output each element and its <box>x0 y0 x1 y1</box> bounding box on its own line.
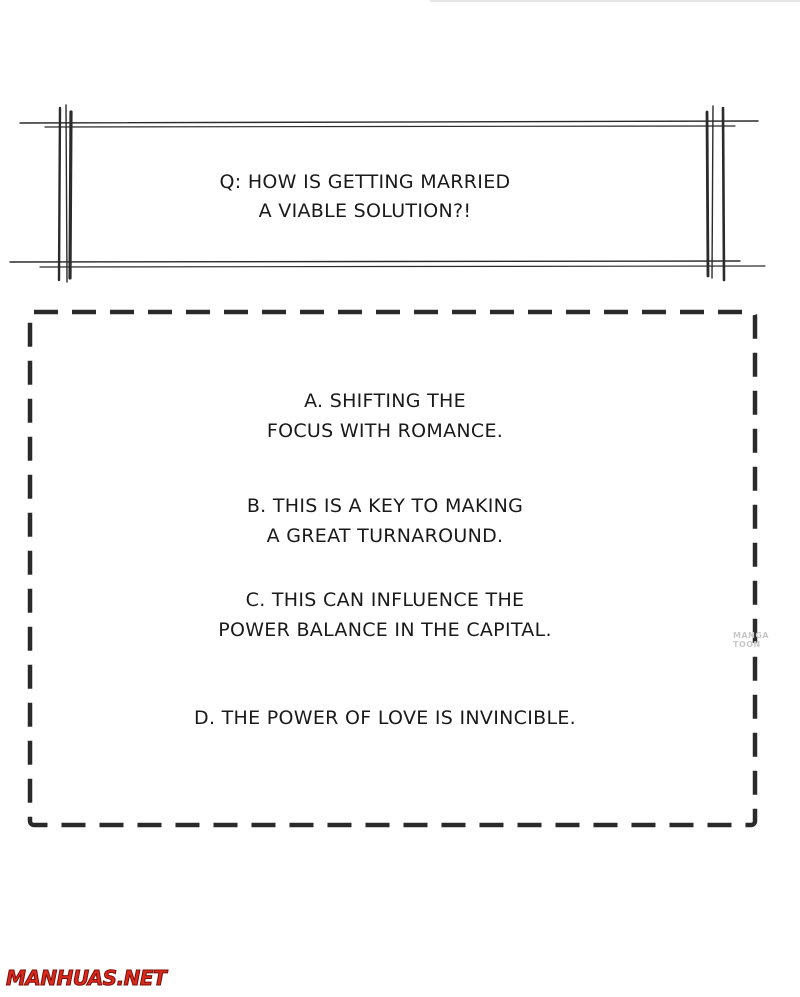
question-line-1: Q: HOW IS GETTING MARRIED <box>219 171 511 193</box>
answer-option-c <box>120 585 650 645</box>
answer-option-b <box>120 491 650 551</box>
site-logo: MANHUAS.NET <box>6 966 167 990</box>
answer-a-line-2: FOCUS WITH ROMANCE. <box>266 420 504 442</box>
answer-b-line-1: B. THIS IS A KEY TO MAKING <box>246 495 524 517</box>
answer-c-line-2: POWER BALANCE IN THE CAPITAL. <box>218 619 552 641</box>
answer-option-a <box>120 386 650 446</box>
question-frame <box>0 0 800 300</box>
answer-a-line-1: A. SHIFTING THE <box>304 390 466 412</box>
watermark: MANGA TOON <box>733 631 770 649</box>
answer-b-line-2: A GREAT TURNAROUND. <box>266 525 504 547</box>
answer-option-d <box>120 703 650 733</box>
question-line-2: A VIABLE SOLUTION?! <box>258 200 472 222</box>
question-text <box>170 168 560 226</box>
answer-c-line-1: C. THIS CAN INFLUENCE THE <box>245 589 525 611</box>
answers-dashed-frame <box>0 300 800 840</box>
answer-d-line-1: D. THE POWER OF LOVE IS INVINCIBLE. <box>194 707 576 729</box>
